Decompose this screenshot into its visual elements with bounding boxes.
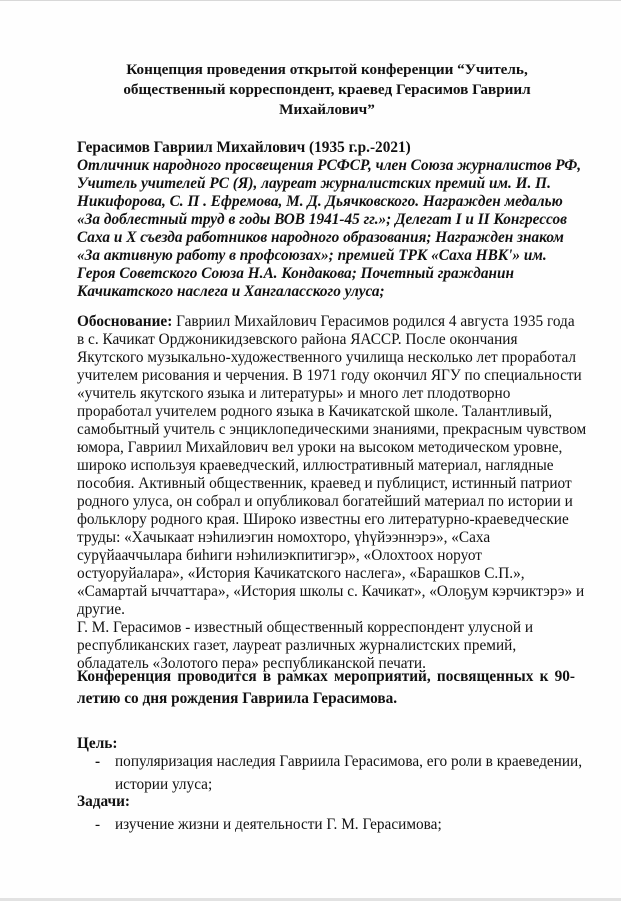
task-list-item	[77, 813, 587, 836]
basis-line: учителем рисования и черчения. В 1971 году окончил ЯГУ по специальности	[77, 367, 582, 384]
basis-text: Гавриил Михайлович Герасимов родился 4 августа 1935 года	[172, 313, 575, 330]
top-border	[0, 0, 621, 1]
note-line: летию со дня рождения Гавриила Герасимова.	[77, 690, 398, 707]
basis-line: родного улуса, он собрал и опубликовал богатейший материал по истории и	[77, 493, 573, 510]
basis-line: широко используя краеведческий, иллюстративный материал, наглядные	[77, 457, 554, 474]
basis-line: пособия. Активный общественник, краевед и публицист, истинный патриот	[77, 475, 572, 492]
document-title	[57, 60, 597, 120]
basis-line: самобытный учитель с энциклопедическими знаниями, прекрасным чувством	[77, 421, 587, 438]
title-line: Михайлович”	[279, 101, 375, 118]
honors-line: Отличник народного просвещения РСФСР, член Союза журналистов РФ,	[77, 157, 582, 174]
basis-first-line	[77, 313, 587, 331]
goal-heading: Цель:	[77, 735, 118, 752]
basis-label: Обоснование:	[77, 313, 173, 330]
title-line: Концепция проведения открытой конференции “Учитель,	[126, 61, 528, 78]
conference-note	[77, 666, 575, 710]
title-line: общественный корреспондент, краевед Герасимов Гавриил	[123, 81, 531, 98]
goal-item-text: популяризация наследия Гавриила Герасимова, его роли в краеведении, истории улуса;	[115, 753, 583, 793]
basis-line: другие.	[77, 601, 125, 618]
basis-line: в с. Качикат Орджоникидзевского района ЯАССР. После окончания	[77, 331, 518, 348]
basis-line: остуоруйалара», «История Качикатского наслега», «Барашков С.П.»,	[77, 565, 525, 582]
dash-bullet-icon: -	[95, 816, 101, 833]
honors-line: Героя Советского Союза Н.А. Кондакова; Почетный гражданин	[77, 265, 514, 282]
basis-line: республиканских газет, лауреат различных журналистских премий,	[77, 637, 517, 654]
basis-line: Г. М. Герасимов - известный общественный корреспондент улусной и	[77, 619, 534, 636]
basis-line: Якутского музыкально-художественного училища несколько лет проработал	[77, 349, 577, 366]
basis-paragraph	[77, 313, 587, 673]
goal-list-item	[77, 750, 587, 796]
dash-bullet-icon: -	[95, 753, 101, 770]
bio-section	[77, 139, 587, 301]
task-item-text: изучение жизни и деятельности Г. М. Герасимова;	[115, 816, 442, 833]
honors-line: Саха и X съезда работников народного образования; Награжден знаком	[77, 229, 564, 246]
honors-line: Качикатского наслега и Хангаласского улуса;	[77, 283, 385, 300]
tasks-heading: Задачи:	[77, 793, 131, 810]
person-name: Герасимов Гавриил Михайлович (1935 г.р.-2021)	[77, 139, 411, 156]
basis-line: обладатель «Золотого пера» республиканской печати.	[77, 655, 426, 672]
note-line: Конференция проводится в рамках мероприятий, посвященных к 90-	[77, 668, 575, 685]
honors-line: «За доблестный труд в годы ВОВ 1941-45 гг.»; Делегат I и II Конгрессов	[77, 211, 567, 228]
basis-line: «Самартай ыччаттара», «История школы с. Качикат», «Олоҕум кэрчиктэрэ» и	[77, 583, 585, 600]
basis-line: «учитель якутского языка и литературы» и много лет плодотворно	[77, 385, 511, 402]
basis-line: проработал учителем родного языка в Качикатской школе. Талантливый,	[77, 403, 553, 420]
basis-line: юмора, Гавриил Михайлович вел уроки на высоком методическом уровне,	[77, 439, 563, 456]
basis-line: труды: «Хачыкаат нэһилиэгин номохторо, үһүйээннэрэ», «Саха	[77, 529, 491, 546]
honors-line: Никифорова, С. П . Ефремова, М. Д. Дьячковского. Награжден медалью	[77, 193, 563, 210]
basis-line: фольклору родного края. Широко известны его литературно-краеведческие	[77, 511, 569, 528]
honors-line: «За активную работу в профсоюзах»; премией ТРК «Саха НВК'» им.	[77, 247, 547, 264]
basis-line: сурүйааччылара биһиги нэһилиэкпитигэр», «Олохтоох норуот	[77, 547, 482, 564]
honors-line: Учитель учителей РС (Я), лауреат журналистских премий им. И. П.	[77, 175, 551, 192]
